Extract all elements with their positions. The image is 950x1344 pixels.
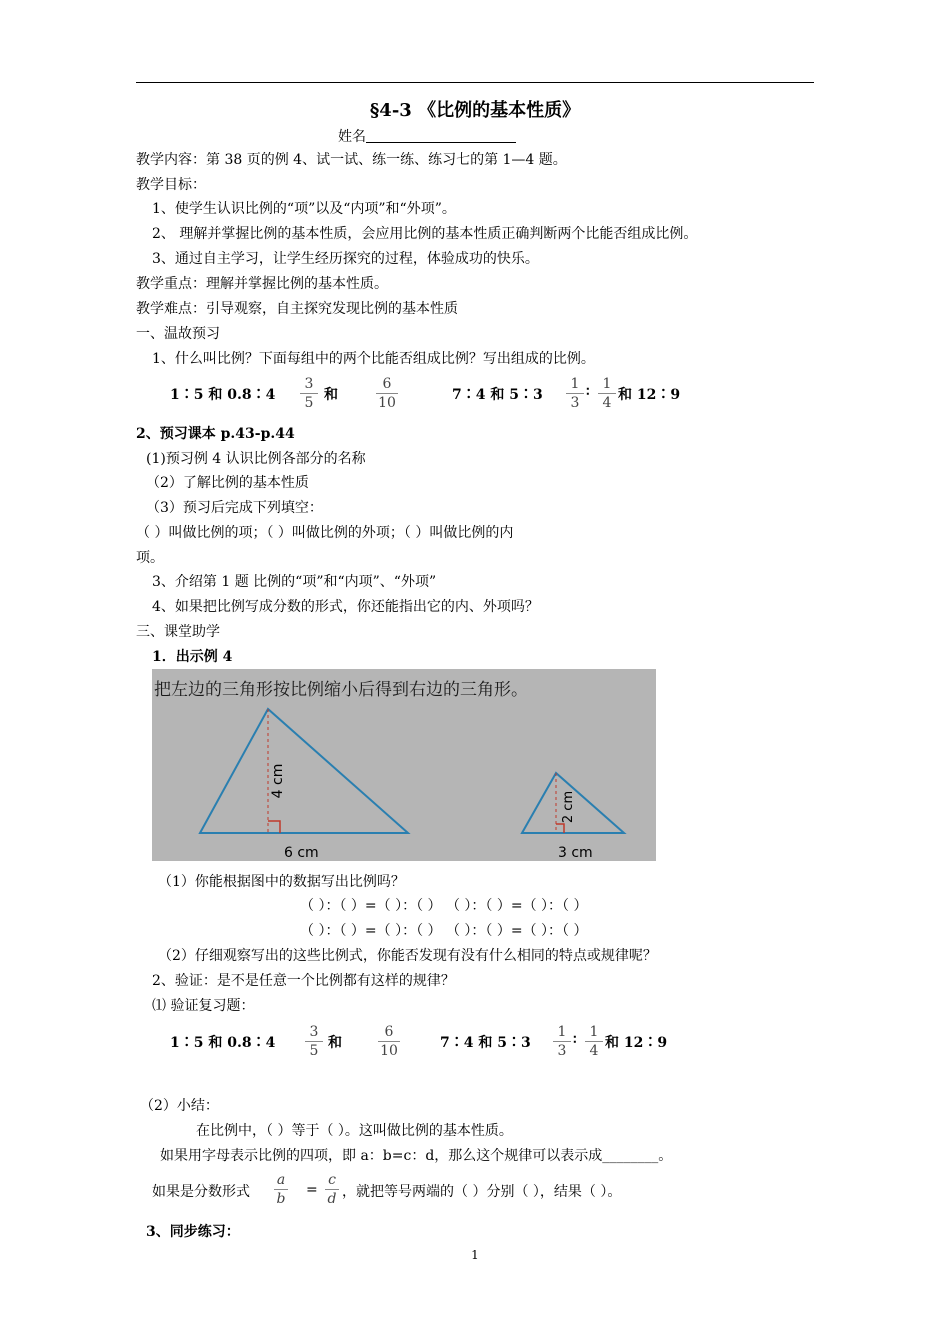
figure-caption: 把左边的三角形按比例缩小后得到右边的三角形。 xyxy=(154,680,528,700)
fraction-1-4: 1 4 xyxy=(596,376,618,411)
sync-practice: 3、同步练习： xyxy=(146,1224,240,1240)
fraction-c-d: c d xyxy=(323,1172,341,1207)
page-number: 1 xyxy=(471,1248,479,1262)
summary-1: 在比例中，（ ）等于（ ）。这叫做比例的基本性质。 xyxy=(196,1123,513,1139)
teaching-content: 教学内容：第 38 页的例 4、试一试、练一练、练习七的第 1—4 题。 xyxy=(136,152,567,168)
small-base-label: 3 cm xyxy=(558,845,593,861)
name-label: 姓名 xyxy=(338,129,366,145)
colon-b: ∶ xyxy=(573,1032,577,1048)
small-right-angle xyxy=(556,824,564,833)
fraction-a-b: a b xyxy=(272,1172,290,1207)
triangle-figure xyxy=(152,669,656,861)
large-right-angle xyxy=(268,821,280,833)
blank-ratio-row-1: （ ）：（ ）=（ ）：（ ） （ ）：（ ）=（ ）：（ ） xyxy=(300,898,588,914)
fill-blank-end: 项。 xyxy=(136,550,164,566)
figure-question-2: （2）仔细观察写出的这些比例式，你能否发现有没有什么相同的特点或规律呢？ xyxy=(158,948,657,964)
summary-2: 如果用字母表示比例的四项，即 a：b=c：d，那么这个规律可以表示成________。 xyxy=(160,1148,673,1164)
large-height-label: 4 cm xyxy=(270,763,286,799)
section-1-heading: 一、温故预习 xyxy=(136,326,220,342)
intro-3: 3、介绍第 1 题 比例的“项”和“内项”、“外项” xyxy=(152,574,437,590)
equals: = xyxy=(306,1182,318,1198)
preview-1: (1)预习例 4 认识比例各部分的名称 xyxy=(146,451,366,467)
figure-question-1: （1）你能根据图中的数据写出比例吗？ xyxy=(158,874,405,890)
triangles-svg xyxy=(152,669,656,861)
ratio-12-9-b: 和 12∶9 xyxy=(605,1035,668,1051)
goal-3: 3、通过自主学习，让学生经历探究的过程，体验成功的快乐。 xyxy=(152,251,539,267)
ratio-12-9: 和 12∶9 xyxy=(618,387,681,403)
fraction-3-5-b: 3 5 xyxy=(303,1024,325,1059)
ratio-7-4-b: 7∶4 和 5∶3 xyxy=(440,1035,531,1051)
name-field xyxy=(338,126,516,146)
summary-3-end: ，就把等号两端的（ ）分别（ ），结果（ ）。 xyxy=(342,1184,622,1200)
fraction-3-5: 3 5 xyxy=(298,376,320,411)
ratio-1-5: 1∶5 和 0.8∶4 xyxy=(170,387,276,403)
preview-heading: 2、预习课本 p.43-p.44 xyxy=(136,426,295,442)
fraction-1-3: 1 3 xyxy=(564,376,586,411)
verify-heading: 2、验证：是不是任意一个比例都有这样的规律？ xyxy=(152,973,455,989)
name-blank xyxy=(366,128,516,143)
and-text: 和 xyxy=(324,387,338,403)
section-3-heading: 三、课堂助学 xyxy=(136,624,220,640)
preview-2: （2）了解比例的基本性质 xyxy=(146,475,309,491)
fraction-1-3-b: 1 3 xyxy=(551,1024,573,1059)
header-rule xyxy=(136,82,814,83)
verify-sub: ⑴ 验证复习题： xyxy=(152,998,255,1014)
goal-2: 2、 理解并掌握比例的基本性质，会应用比例的基本性质正确判断两个比能否组成比例。 xyxy=(152,226,698,242)
summary-heading: （2）小结： xyxy=(140,1098,219,1114)
large-base-label: 6 cm xyxy=(284,845,319,861)
page-title: §4-3 《比例的基本性质》 xyxy=(369,100,581,121)
fraction-1-4-b: 1 4 xyxy=(583,1024,605,1059)
goal-1: 1、使学生认识比例的“项”以及“内项”和“外项”。 xyxy=(152,201,456,217)
example-4: 1．出示例 4 xyxy=(152,649,233,665)
and-text-b: 和 xyxy=(328,1035,342,1051)
summary-3-start: 如果是分数形式 xyxy=(152,1184,250,1200)
question-1: 1、什么叫比例？下面每组中的两个比能否组成比例？写出组成的比例。 xyxy=(152,351,595,367)
fraction-6-10: 6 10 xyxy=(374,376,400,411)
fraction-6-10-b: 6 10 xyxy=(376,1024,402,1059)
ratio-7-4: 7∶4 和 5∶3 xyxy=(452,387,543,403)
ratio-1-5-b: 1∶5 和 0.8∶4 xyxy=(170,1035,276,1051)
small-height-label: 2 cm xyxy=(561,790,576,824)
preview-3: （3）预习后完成下列填空： xyxy=(146,500,323,516)
key-point: 教学重点：理解并掌握比例的基本性质。 xyxy=(136,276,388,292)
blank-ratio-row-2: （ ）：（ ）=（ ）：（ ） （ ）：（ ）=（ ）：（ ） xyxy=(300,923,588,939)
colon: ∶ xyxy=(586,384,590,400)
large-triangle xyxy=(200,709,408,833)
intro-4: 4、如果把比例写成分数的形式，你还能指出它的内、外项吗？ xyxy=(152,599,539,615)
fill-blank-line: （ ）叫做比例的项；（ ）叫做比例的外项；（ ）叫做比例的内 xyxy=(136,525,514,541)
goals-heading: 教学目标： xyxy=(136,177,206,193)
difficulty: 教学难点：引导观察，自主探究发现比例的基本性质 xyxy=(136,301,458,317)
